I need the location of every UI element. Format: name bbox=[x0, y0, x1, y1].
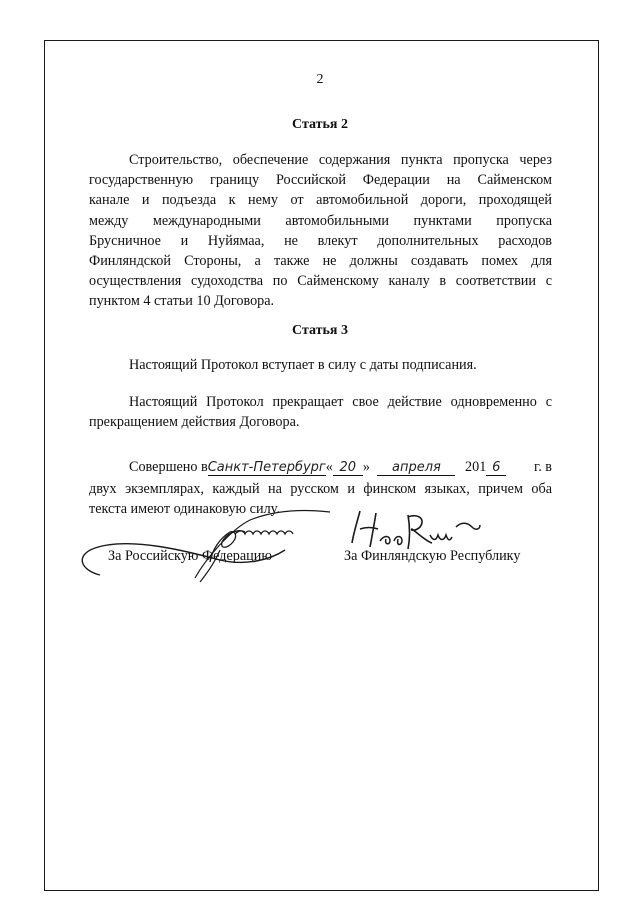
article-2-line: между международными автомобильными пунктами пропуска bbox=[89, 212, 552, 229]
article-2-line: государственную границу Российской Федерации на Сайменском bbox=[89, 172, 552, 189]
article-3-line: прекращением действия Договора. bbox=[89, 414, 300, 431]
article-2-line: осуществления судоходства по Сайменскому каналу в соответствии с bbox=[89, 273, 552, 290]
article-3-paragraph-1: Настоящий Протокол вступает в силу с даты подписания. bbox=[129, 357, 477, 373]
article-2-line: Строительство, обеспечение содержания пункта пропуска через bbox=[129, 152, 552, 168]
done-at-line bbox=[129, 459, 552, 476]
quote-close: » bbox=[362, 459, 370, 475]
russia-signatory-label: За Российскую Федерацию bbox=[108, 548, 272, 564]
article-3-paragraph-2 bbox=[89, 392, 552, 432]
article-2-line: канале и подъезда к нему от автомобильной дороги, проходящей bbox=[89, 192, 552, 209]
article-2-line: Финляндской Стороны, а также не должны создавать помех для bbox=[89, 253, 552, 270]
article-3-heading: Статья 3 bbox=[292, 323, 348, 338]
day-handwritten: 20 bbox=[333, 461, 363, 476]
year-digit-handwritten: 6 bbox=[486, 461, 506, 476]
year-prefix: 201 bbox=[465, 459, 487, 475]
done-at-prefix: Совершено в bbox=[129, 459, 208, 475]
article-2-line: пунктом 4 статьи 10 Договора. bbox=[89, 293, 275, 310]
city-handwritten: Санкт-Петербург bbox=[207, 460, 326, 475]
quote-open: « bbox=[325, 459, 333, 475]
article-3-line: Настоящий Протокол прекращает свое действие одновременно с bbox=[129, 394, 552, 410]
article-2-line: Брусничное и Нуйямаа, не влекут дополнительных расходов bbox=[89, 232, 552, 249]
done-at-line-3: текста имеют одинаковую силу. bbox=[89, 501, 280, 518]
month-handwritten: апреля bbox=[377, 461, 455, 476]
page-number: 2 bbox=[316, 72, 324, 87]
article-2-heading: Статья 2 bbox=[292, 117, 348, 132]
russia-signature bbox=[70, 490, 340, 590]
year-suffix: г. в bbox=[533, 459, 552, 475]
article-2-paragraph bbox=[89, 150, 552, 312]
done-at-line-2: двух экземплярах, каждый на русском и финском языках, причем оба bbox=[89, 481, 552, 497]
finland-signatory-label: За Финляндскую Республику bbox=[344, 548, 521, 564]
finland-signature bbox=[340, 505, 480, 560]
